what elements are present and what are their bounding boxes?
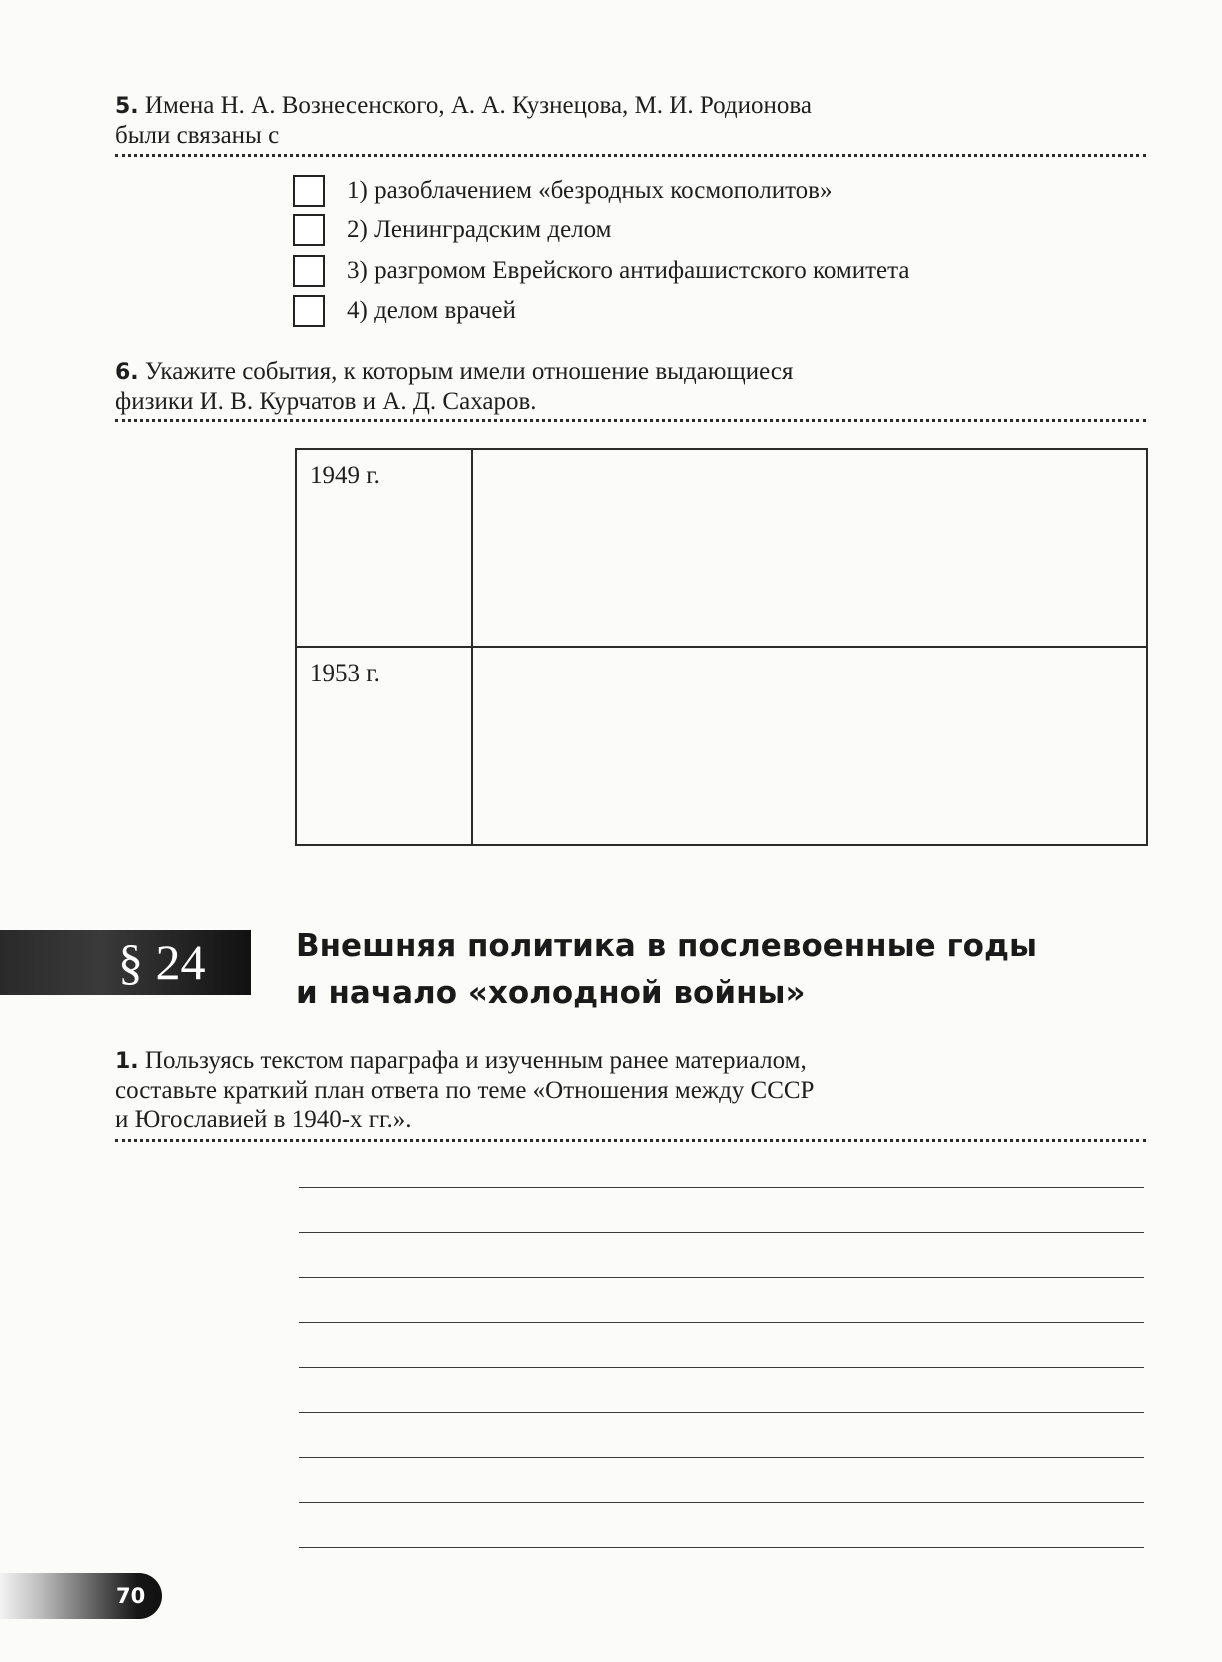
q6-answer-table xyxy=(295,448,1148,846)
answer-cell[interactable] xyxy=(472,647,1147,845)
s24-q1-dotted-divider xyxy=(115,1139,1146,1142)
answer-checkbox[interactable] xyxy=(293,255,325,287)
writing-line[interactable] xyxy=(299,1457,1144,1458)
option-label: 3) разгромом Еврейского антифашистского комитета xyxy=(347,257,910,284)
section-title-line1: Внешняя политика в послевоенные годы xyxy=(296,928,1038,964)
year-cell: 1949 г. xyxy=(296,449,472,647)
q5-option-2 xyxy=(293,213,612,247)
option-label: 1) разоблачением «безродных космополитов» xyxy=(347,177,833,204)
option-label: 4) делом врачей xyxy=(347,297,516,324)
answer-checkbox[interactable] xyxy=(293,295,325,327)
writing-line[interactable] xyxy=(299,1367,1144,1368)
writing-line[interactable] xyxy=(299,1277,1144,1278)
writing-line[interactable] xyxy=(299,1547,1144,1548)
q6-text xyxy=(115,357,793,416)
q5-option-3 xyxy=(293,254,909,288)
q5-text-line1: Имена Н. А. Вознесенского, А. А. Кузнецова, М. И. Родионова xyxy=(144,92,812,119)
s24-q1-text xyxy=(115,1046,814,1134)
s24-q1-text-line3: и Югославией в 1940-х гг.». xyxy=(115,1106,412,1133)
page-number: 70 xyxy=(116,1584,146,1608)
year-cell: 1953 г. xyxy=(296,647,472,845)
writing-line[interactable] xyxy=(299,1322,1144,1323)
q5-text xyxy=(115,91,812,150)
section-number: § 24 xyxy=(118,934,206,990)
q5-number: 5. xyxy=(115,94,139,119)
q6-dotted-divider xyxy=(115,419,1146,422)
writing-line[interactable] xyxy=(299,1187,1144,1188)
table-row xyxy=(296,449,1147,647)
q5-dotted-divider xyxy=(115,154,1146,157)
q6-number: 6. xyxy=(115,360,139,385)
writing-line[interactable] xyxy=(299,1412,1144,1413)
writing-line[interactable] xyxy=(299,1502,1144,1503)
section-title xyxy=(296,923,1116,1017)
section-title-line2: и начало «холодной войны» xyxy=(296,975,806,1011)
answer-checkbox[interactable] xyxy=(293,214,325,246)
q6-text-line1: Укажите события, к которым имели отношение выдающиеся xyxy=(144,358,794,385)
answer-cell[interactable] xyxy=(472,449,1147,647)
q5-option-1 xyxy=(293,174,832,208)
answer-checkbox[interactable] xyxy=(293,175,325,207)
option-label: 2) Ленинградским делом xyxy=(347,216,612,243)
writing-line[interactable] xyxy=(299,1232,1144,1233)
s24-q1-text-line1: Пользуясь текстом параграфа и изученным ранее материалом, xyxy=(144,1047,807,1074)
q5-option-4 xyxy=(293,294,516,328)
s24-q1-number: 1. xyxy=(115,1049,139,1074)
q6-text-line2: физики И. В. Курчатов и А. Д. Сахаров. xyxy=(115,388,537,415)
q5-text-line2: были связаны с xyxy=(115,122,280,149)
table-row xyxy=(296,647,1147,845)
s24-q1-text-line2: составьте краткий план ответа по теме «Отношения между СССР xyxy=(115,1077,815,1104)
